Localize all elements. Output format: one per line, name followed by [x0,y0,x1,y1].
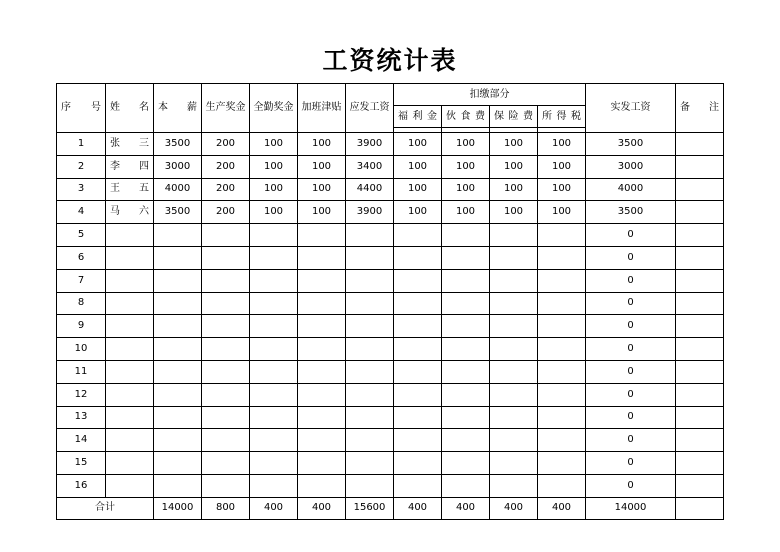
cell-net[interactable]: 0 [586,269,676,292]
cell-net[interactable]: 0 [586,452,676,475]
cell-meal[interactable] [442,474,490,497]
cell-insurance[interactable]: 100 [490,201,538,224]
cell-tax[interactable] [538,474,586,497]
table-row [57,178,724,201]
cell-welfare[interactable] [394,246,442,269]
cell-seq[interactable]: 3 [57,178,106,201]
cell-net[interactable]: 3000 [586,155,676,178]
cell-seq[interactable]: 14 [57,429,106,452]
cell-meal[interactable] [442,406,490,429]
cell-insurance[interactable] [490,383,538,406]
cell-overtime[interactable] [298,292,346,315]
cell-name[interactable] [106,224,154,247]
cell-remark[interactable] [676,292,724,315]
cell-welfare[interactable] [394,224,442,247]
cell-remark[interactable] [676,383,724,406]
cell-meal[interactable] [442,269,490,292]
cell-insurance[interactable] [490,269,538,292]
cell-attend[interactable] [250,269,298,292]
header-net[interactable]: 实发工资 [586,84,676,133]
cell-remark[interactable] [676,201,724,224]
cell-gross[interactable] [346,315,394,338]
cell-base[interactable] [154,383,202,406]
cell-seq[interactable]: 1 [57,133,106,156]
cell-meal[interactable] [442,315,490,338]
header-prod-bonus[interactable]: 生产奖金 [202,84,250,133]
cell-gross[interactable] [346,360,394,383]
cell-base[interactable] [154,224,202,247]
cell-overtime[interactable] [298,406,346,429]
cell-name[interactable] [106,383,154,406]
cell-gross[interactable] [346,338,394,361]
cell-remark[interactable] [676,178,724,201]
cell-net[interactable]: 0 [586,224,676,247]
table-body [57,133,724,498]
total-welfare[interactable]: 400 [394,497,442,519]
salary-table [56,83,724,520]
cell-base[interactable]: 4000 [154,178,202,201]
cell-attend[interactable]: 100 [250,133,298,156]
cell-welfare[interactable] [394,474,442,497]
cell-attend[interactable] [250,429,298,452]
cell-insurance[interactable] [490,429,538,452]
cell-name[interactable] [106,452,154,475]
cell-welfare[interactable] [394,338,442,361]
cell-base[interactable] [154,452,202,475]
cell-insurance[interactable] [490,360,538,383]
cell-tax[interactable] [538,383,586,406]
table-row [57,383,724,406]
table-row [57,338,724,361]
cell-remark[interactable] [676,224,724,247]
cell-welfare[interactable] [394,292,442,315]
cell-prod[interactable]: 200 [202,155,250,178]
header-welfare[interactable]: 福 利 金 [394,106,442,128]
cell-remark[interactable] [676,246,724,269]
table-row [57,452,724,475]
cell-meal[interactable]: 100 [442,155,490,178]
cell-attend[interactable]: 100 [250,155,298,178]
table-row [57,133,724,156]
cell-base[interactable] [154,429,202,452]
cell-tax[interactable] [538,269,586,292]
cell-overtime[interactable]: 100 [298,155,346,178]
cell-gross[interactable] [346,452,394,475]
cell-meal[interactable] [442,292,490,315]
cell-meal[interactable] [442,338,490,361]
table-row [57,224,724,247]
cell-meal[interactable]: 100 [442,133,490,156]
total-base[interactable]: 14000 [154,497,202,519]
cell-insurance[interactable] [490,474,538,497]
cell-meal[interactable]: 100 [442,178,490,201]
cell-insurance[interactable] [490,315,538,338]
cell-gross[interactable] [346,224,394,247]
cell-prod[interactable] [202,360,250,383]
cell-base[interactable] [154,246,202,269]
cell-attend[interactable]: 100 [250,178,298,201]
cell-seq[interactable]: 2 [57,155,106,178]
cell-welfare[interactable] [394,406,442,429]
cell-welfare[interactable] [394,383,442,406]
cell-attend[interactable] [250,474,298,497]
cell-welfare[interactable] [394,360,442,383]
cell-base[interactable] [154,406,202,429]
cell-remark[interactable] [676,360,724,383]
cell-attend[interactable] [250,246,298,269]
cell-meal[interactable] [442,246,490,269]
cell-meal[interactable] [442,360,490,383]
cell-seq[interactable]: 15 [57,452,106,475]
cell-tax[interactable] [538,452,586,475]
cell-insurance[interactable] [490,246,538,269]
total-gross[interactable]: 15600 [346,497,394,519]
cell-remark[interactable] [676,429,724,452]
cell-remark[interactable] [676,474,724,497]
cell-welfare[interactable]: 100 [394,201,442,224]
table-row [57,292,724,315]
total-insurance[interactable]: 400 [490,497,538,519]
cell-overtime[interactable] [298,429,346,452]
cell-welfare[interactable] [394,452,442,475]
cell-name[interactable]: 王 五 [106,178,154,201]
cell-gross[interactable] [346,406,394,429]
cell-net[interactable]: 0 [586,474,676,497]
cell-overtime[interactable] [298,452,346,475]
cell-base[interactable] [154,474,202,497]
table-row [57,360,724,383]
cell-remark[interactable] [676,269,724,292]
table-row [57,246,724,269]
cell-tax[interactable]: 100 [538,201,586,224]
cell-overtime[interactable] [298,224,346,247]
cell-gross[interactable] [346,292,394,315]
cell-seq[interactable]: 13 [57,406,106,429]
header-attend-bonus[interactable]: 全勤奖金 [250,84,298,133]
cell-base[interactable] [154,338,202,361]
header-gross[interactable]: 应发工资 [346,84,394,133]
header-seq[interactable]: 序 号 [57,84,106,133]
cell-tax[interactable] [538,315,586,338]
cell-overtime[interactable] [298,474,346,497]
cell-overtime[interactable] [298,246,346,269]
table-row [57,474,724,497]
cell-attend[interactable] [250,224,298,247]
cell-name[interactable] [106,292,154,315]
cell-seq[interactable]: 11 [57,360,106,383]
table-row [57,315,724,338]
cell-meal[interactable] [442,383,490,406]
cell-tax[interactable] [538,246,586,269]
cell-overtime[interactable] [298,269,346,292]
cell-seq[interactable]: 16 [57,474,106,497]
cell-tax[interactable]: 100 [538,133,586,156]
cell-attend[interactable] [250,383,298,406]
cell-net[interactable]: 3500 [586,201,676,224]
cell-net[interactable]: 0 [586,246,676,269]
cell-seq[interactable]: 12 [57,383,106,406]
cell-net[interactable]: 0 [586,383,676,406]
cell-prod[interactable] [202,292,250,315]
cell-attend[interactable] [250,292,298,315]
cell-gross[interactable]: 3900 [346,133,394,156]
cell-net[interactable]: 0 [586,360,676,383]
cell-tax[interactable]: 100 [538,155,586,178]
header-name[interactable]: 姓 名 [106,84,154,133]
cell-overtime[interactable]: 100 [298,201,346,224]
cell-overtime[interactable] [298,360,346,383]
cell-base[interactable]: 3500 [154,133,202,156]
header-base[interactable]: 本 薪 [154,84,202,133]
cell-insurance[interactable] [490,224,538,247]
cell-prod[interactable]: 200 [202,178,250,201]
cell-prod[interactable] [202,452,250,475]
table-row [57,429,724,452]
sheet-title: 工资统计表 [322,46,458,75]
cell-overtime[interactable] [298,383,346,406]
cell-insurance[interactable] [490,406,538,429]
header-insurance[interactable]: 保 险 费 [490,106,538,128]
cell-tax[interactable] [538,224,586,247]
cell-name[interactable] [106,338,154,361]
cell-insurance[interactable] [490,452,538,475]
cell-seq[interactable]: 5 [57,224,106,247]
total-net[interactable]: 14000 [586,497,676,519]
cell-name[interactable] [106,246,154,269]
total-tax[interactable]: 400 [538,497,586,519]
cell-net[interactable]: 3500 [586,133,676,156]
total-attend[interactable]: 400 [250,497,298,519]
cell-attend[interactable] [250,452,298,475]
cell-prod[interactable] [202,269,250,292]
cell-insurance[interactable]: 100 [490,133,538,156]
total-remark[interactable] [676,497,724,519]
cell-remark[interactable] [676,315,724,338]
header-meal[interactable]: 伙 食 费 [442,106,490,128]
cell-base[interactable]: 3000 [154,155,202,178]
header-overtime[interactable]: 加班津贴 [298,84,346,133]
cell-welfare[interactable]: 100 [394,133,442,156]
cell-overtime[interactable] [298,315,346,338]
cell-gross[interactable] [346,429,394,452]
cell-attend[interactable]: 100 [250,201,298,224]
cell-seq[interactable]: 4 [57,201,106,224]
table-row [57,155,724,178]
cell-remark[interactable] [676,406,724,429]
cell-insurance[interactable]: 100 [490,178,538,201]
cell-welfare[interactable] [394,269,442,292]
cell-seq[interactable]: 6 [57,246,106,269]
table-row [57,201,724,224]
cell-seq[interactable]: 10 [57,338,106,361]
cell-name[interactable] [106,315,154,338]
cell-overtime[interactable] [298,338,346,361]
cell-prod[interactable] [202,315,250,338]
cell-prod[interactable]: 200 [202,201,250,224]
cell-insurance[interactable] [490,292,538,315]
cell-name[interactable]: 张 三 [106,133,154,156]
cell-overtime[interactable]: 100 [298,133,346,156]
total-overtime[interactable]: 400 [298,497,346,519]
cell-welfare[interactable]: 100 [394,155,442,178]
table-row [57,406,724,429]
cell-prod[interactable] [202,338,250,361]
cell-attend[interactable] [250,315,298,338]
cell-meal[interactable]: 100 [442,201,490,224]
cell-tax[interactable]: 100 [538,178,586,201]
cell-prod[interactable] [202,246,250,269]
cell-meal[interactable] [442,224,490,247]
cell-prod[interactable] [202,383,250,406]
cell-gross[interactable] [346,474,394,497]
cell-seq[interactable]: 8 [57,292,106,315]
cell-seq[interactable]: 9 [57,315,106,338]
header-deduct-group[interactable]: 扣缴部分 [394,84,586,106]
cell-prod[interactable] [202,224,250,247]
cell-tax[interactable] [538,360,586,383]
cell-tax[interactable] [538,292,586,315]
cell-gross[interactable] [346,383,394,406]
cell-name[interactable]: 李 四 [106,155,154,178]
cell-name[interactable] [106,360,154,383]
cell-net[interactable]: 0 [586,406,676,429]
cell-net[interactable]: 0 [586,292,676,315]
cell-remark[interactable] [676,452,724,475]
cell-attend[interactable] [250,338,298,361]
cell-gross[interactable]: 3400 [346,155,394,178]
cell-net[interactable]: 4000 [586,178,676,201]
cell-net[interactable]: 0 [586,429,676,452]
cell-base[interactable] [154,292,202,315]
cell-gross[interactable]: 3900 [346,201,394,224]
cell-welfare[interactable] [394,315,442,338]
cell-tax[interactable] [538,338,586,361]
cell-overtime[interactable]: 100 [298,178,346,201]
cell-gross[interactable]: 4400 [346,178,394,201]
cell-base[interactable]: 3500 [154,201,202,224]
cell-tax[interactable] [538,429,586,452]
cell-net[interactable]: 0 [586,315,676,338]
total-prod[interactable]: 800 [202,497,250,519]
cell-remark[interactable] [676,155,724,178]
cell-name[interactable] [106,429,154,452]
cell-welfare[interactable] [394,429,442,452]
cell-tax[interactable] [538,406,586,429]
cell-base[interactable] [154,360,202,383]
cell-prod[interactable] [202,429,250,452]
table-row [57,269,724,292]
cell-net[interactable]: 0 [586,338,676,361]
cell-attend[interactable] [250,406,298,429]
cell-name[interactable] [106,406,154,429]
cell-prod[interactable]: 200 [202,133,250,156]
header-remark[interactable]: 备 注 [676,84,724,133]
cell-attend[interactable] [250,360,298,383]
cell-name[interactable] [106,269,154,292]
cell-remark[interactable] [676,338,724,361]
cell-insurance[interactable] [490,338,538,361]
cell-meal[interactable] [442,452,490,475]
cell-name[interactable] [106,474,154,497]
cell-gross[interactable] [346,269,394,292]
cell-gross[interactable] [346,246,394,269]
total-meal[interactable]: 400 [442,497,490,519]
cell-name[interactable]: 马 六 [106,201,154,224]
cell-remark[interactable] [676,133,724,156]
cell-seq[interactable]: 7 [57,269,106,292]
header-tax[interactable]: 所 得 税 [538,106,586,128]
cell-base[interactable] [154,315,202,338]
cell-welfare[interactable]: 100 [394,178,442,201]
cell-base[interactable] [154,269,202,292]
total-label[interactable]: 合计 [57,497,154,519]
cell-insurance[interactable]: 100 [490,155,538,178]
cell-prod[interactable] [202,474,250,497]
cell-prod[interactable] [202,406,250,429]
cell-meal[interactable] [442,429,490,452]
